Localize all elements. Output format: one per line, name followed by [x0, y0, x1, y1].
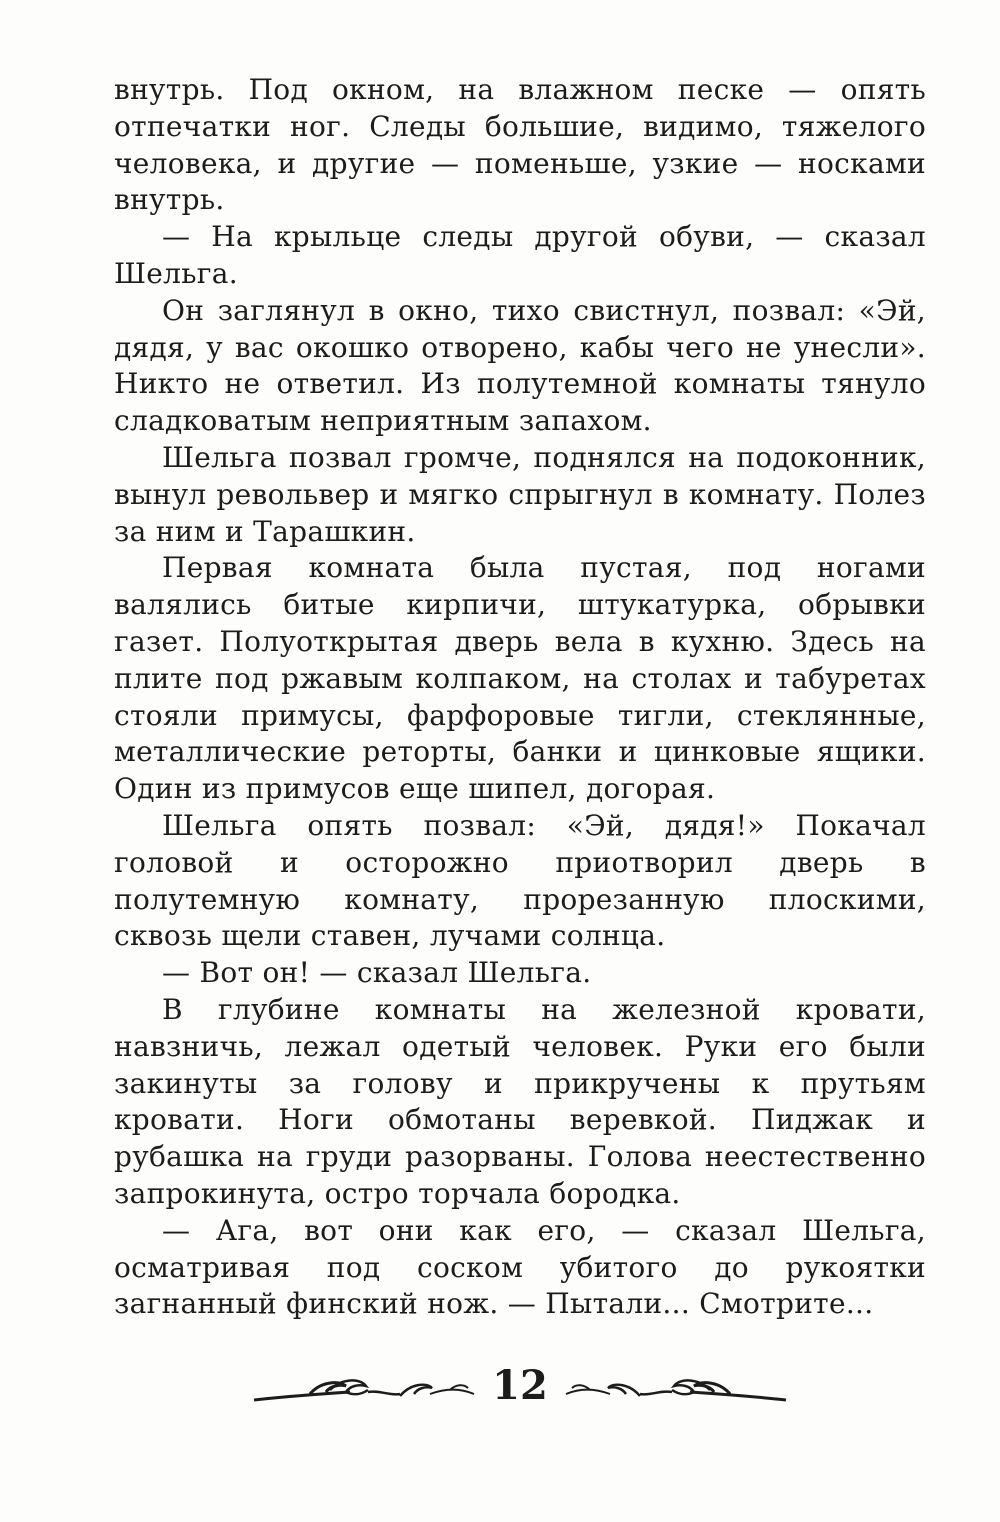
paragraph: Шельга опять позвал: «Эй, дядя!» Покачал головой и осторожно приотворил дверь в полутемную комнату, прорезанную плоскими, сквозь щели ставен, лучами солнца. — [114, 808, 926, 953]
paragraph: внутрь. Под окном, на влажном песке — опять отпечатки ног. Следы большие, видимо, тяжелого человека, и другие — поменьше, узкие — носками внутрь. — [114, 73, 926, 217]
flourish-ornament-icon — [250, 1374, 490, 1406]
paragraph: Первая комната была пустая, под ногами валялись битые кирпичи, штукатурка, обрывки газет. Полуоткрытая дверь вела в кухню. Здесь на плите под ржавым колпаком, на столах и табуретах стояли примусы, фарфоровые тигли, стеклянные, металлические реторты, банки и цинковые ящики. Один из примусов еще шипел, догорая. — [114, 551, 926, 806]
paragraph: — На крыльце следы другой обуви, — сказал Шельга. — [114, 220, 926, 290]
page-number: 12 — [492, 1362, 548, 1409]
paragraph: Он заглянул в окно, тихо свистнул, позвал: «Эй, дядя, у вас окошко отворено, кабы чего не унесли». Никто не ответил. Из полутемной комнаты тянуло сладковатым неприятным запахом. — [114, 293, 926, 438]
body-text — [114, 72, 926, 1323]
page-footer — [250, 1358, 770, 1418]
paragraph: — Вот он! — сказал Шельга. — [162, 956, 592, 990]
paragraph: В глубине комнаты на железной кровати, навзничь, лежал одетый человек. Руки его были закинуты за голову и прикручены к прутьям кровати. Ноги обмотаны веревкой. Пиджак и рубашка на груди разорваны. Голова неестественно запрокинута, остро торчала бородка. — [114, 992, 926, 1210]
paragraph: — Ага, вот они как его, — сказал Шельга, осматривая под соском убитого до рукоятки загнанный финский нож. — Пытали... Смотрите... — [114, 1213, 926, 1321]
flourish-ornament-icon — [550, 1374, 790, 1406]
paragraph: Шельга позвал громче, поднялся на подоконник, вынул револьвер и мягко спрыгнул в комнату. Полез за ним и Тарашкин. — [114, 440, 926, 548]
